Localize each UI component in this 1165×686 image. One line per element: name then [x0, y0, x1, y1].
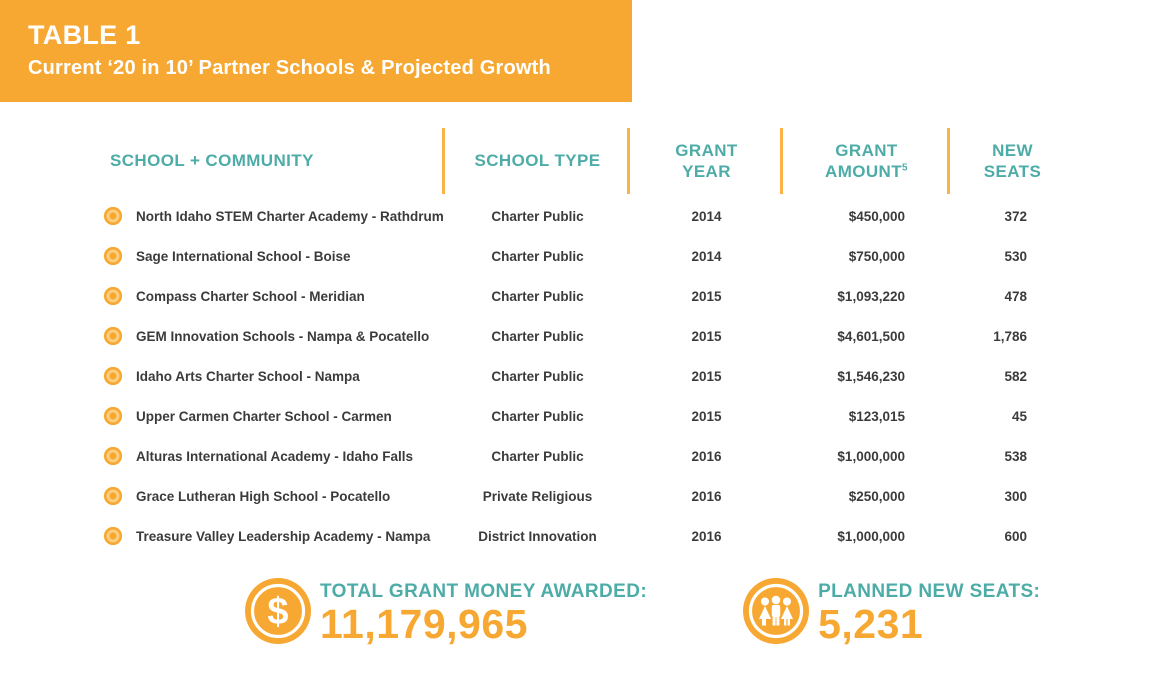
- grant-year-cell: 2015: [691, 288, 722, 304]
- bullet-icon: [104, 487, 122, 505]
- bullet-icon: [104, 407, 122, 425]
- school-cell: [97, 247, 445, 265]
- header-school-community-label: SCHOOL + COMMUNITY: [110, 151, 314, 171]
- header-grant-amount: [783, 126, 950, 196]
- grant-year-cell: 2014: [691, 248, 722, 264]
- header-new-seats-line2: SEATS: [983, 162, 1042, 181]
- table-row: [97, 356, 1075, 396]
- total-grant-label: TOTAL GRANT MONEY AWARDED:: [320, 581, 648, 602]
- school-cell: [97, 487, 445, 505]
- bullet-icon: [104, 367, 122, 385]
- school-type-cell: Charter Public: [491, 368, 584, 384]
- grant-amount-cell: $1,000,000: [837, 528, 905, 544]
- table-row: [97, 476, 1075, 516]
- bullet-icon: [104, 327, 122, 345]
- table-row: [97, 516, 1075, 556]
- grant-year-cell: 2016: [691, 528, 722, 544]
- grant-amount-cell: $450,000: [848, 208, 905, 224]
- school-cell: [97, 367, 445, 385]
- school-name: North Idaho STEM Charter Academy - Rathdrum: [136, 208, 444, 224]
- school-name: Grace Lutheran High School - Pocatello: [136, 488, 391, 504]
- school-type-cell: Charter Public: [491, 408, 584, 424]
- school-type-cell: Charter Public: [491, 288, 584, 304]
- school-type-cell: Charter Public: [491, 448, 584, 464]
- new-seats-cell: 530: [1004, 248, 1027, 264]
- bullet-icon: [104, 287, 122, 305]
- table-header-row: [97, 126, 1075, 196]
- table-row: [97, 436, 1075, 476]
- grant-year-cell: 2014: [691, 208, 722, 224]
- table-row: [97, 276, 1075, 316]
- school-name: GEM Innovation Schools - Nampa & Pocatello: [136, 328, 430, 344]
- table-row: [97, 196, 1075, 236]
- grant-amount-cell: $750,000: [848, 248, 905, 264]
- header-school-type-label: SCHOOL TYPE: [474, 151, 601, 171]
- school-name: Compass Charter School - Meridian: [136, 288, 365, 304]
- school-name: Idaho Arts Charter School - Nampa: [136, 368, 360, 384]
- total-grant-stat: [245, 578, 647, 645]
- new-seats-cell: 300: [1004, 488, 1027, 504]
- header-grant-year-line2: YEAR: [682, 162, 731, 181]
- table-banner: [0, 0, 632, 102]
- dollar-glyph: $: [267, 591, 289, 633]
- grant-amount-cell: $123,015: [848, 408, 905, 424]
- header-grant-amount-text: AMOUNT: [825, 162, 903, 181]
- header-school-type: [445, 126, 630, 196]
- grant-year-cell: 2015: [691, 368, 722, 384]
- new-seats-cell: 372: [1004, 208, 1027, 224]
- header-grant-year-line1: GRANT: [675, 140, 738, 160]
- planned-seats-texts: [818, 578, 1040, 645]
- header-new-seats: [950, 126, 1075, 196]
- footnote-marker: 5: [902, 162, 908, 174]
- new-seats-cell: 1,786: [993, 328, 1027, 344]
- planned-seats-label: PLANNED NEW SEATS:: [818, 581, 1041, 602]
- school-cell: [97, 407, 445, 425]
- school-cell: [97, 447, 445, 465]
- table-row: [97, 316, 1075, 356]
- grant-amount-cell: $1,546,230: [837, 368, 905, 384]
- total-grant-value: 11,179,965: [320, 601, 528, 647]
- totals-row: [245, 578, 1165, 645]
- new-seats-cell: 600: [1004, 528, 1027, 544]
- school-name: Alturas International Academy - Idaho Falls: [136, 448, 414, 464]
- school-name: Treasure Valley Leadership Academy - Nampa: [136, 528, 431, 544]
- grant-amount-cell: $4,601,500: [837, 328, 905, 344]
- table-row: [97, 396, 1075, 436]
- school-name: Upper Carmen Charter School - Carmen: [136, 408, 392, 424]
- total-grant-texts: [320, 578, 647, 645]
- people-coin-icon: [743, 578, 809, 644]
- header-new-seats-line1: NEW: [992, 140, 1033, 160]
- new-seats-cell: 582: [1004, 368, 1027, 384]
- header-school-community: [97, 126, 445, 196]
- new-seats-cell: 478: [1004, 288, 1027, 304]
- new-seats-cell: 538: [1004, 448, 1027, 464]
- grant-amount-cell: $1,000,000: [837, 448, 905, 464]
- bullet-icon: [104, 207, 122, 225]
- school-type-cell: Charter Public: [491, 328, 584, 344]
- bullet-icon: [104, 527, 122, 545]
- school-cell: [97, 527, 445, 545]
- grant-amount-cell: $1,093,220: [837, 288, 905, 304]
- planned-seats-value: 5,231: [818, 601, 924, 647]
- school-type-cell: District Innovation: [478, 528, 597, 544]
- table-body: [97, 196, 1075, 556]
- grant-year-cell: 2016: [691, 448, 722, 464]
- school-type-cell: Private Religious: [482, 488, 593, 504]
- school-type-cell: Charter Public: [491, 248, 584, 264]
- banner-subtitle: Current ‘20 in 10’ Partner Schools & Projected Growth: [28, 57, 551, 80]
- school-type-cell: Charter Public: [491, 208, 584, 224]
- grant-year-cell: 2015: [691, 328, 722, 344]
- school-cell: [97, 207, 445, 225]
- header-grant-year: [630, 126, 783, 196]
- bullet-icon: [104, 447, 122, 465]
- bullet-icon: [104, 247, 122, 265]
- planned-seats-stat: [743, 578, 1040, 645]
- school-cell: [97, 287, 445, 305]
- dollar-coin-icon: [245, 578, 311, 644]
- banner-title: TABLE 1: [28, 20, 141, 50]
- header-grant-amount-line1: GRANT: [835, 140, 898, 160]
- partner-schools-table: [97, 126, 1075, 556]
- grant-year-cell: 2015: [691, 408, 722, 424]
- school-cell: [97, 327, 445, 345]
- table-row: [97, 236, 1075, 276]
- header-grant-amount-line2: [825, 161, 908, 182]
- grant-amount-cell: $250,000: [848, 488, 905, 504]
- school-name: Sage International School - Boise: [136, 248, 351, 264]
- new-seats-cell: 45: [1011, 408, 1027, 424]
- grant-year-cell: 2016: [691, 488, 722, 504]
